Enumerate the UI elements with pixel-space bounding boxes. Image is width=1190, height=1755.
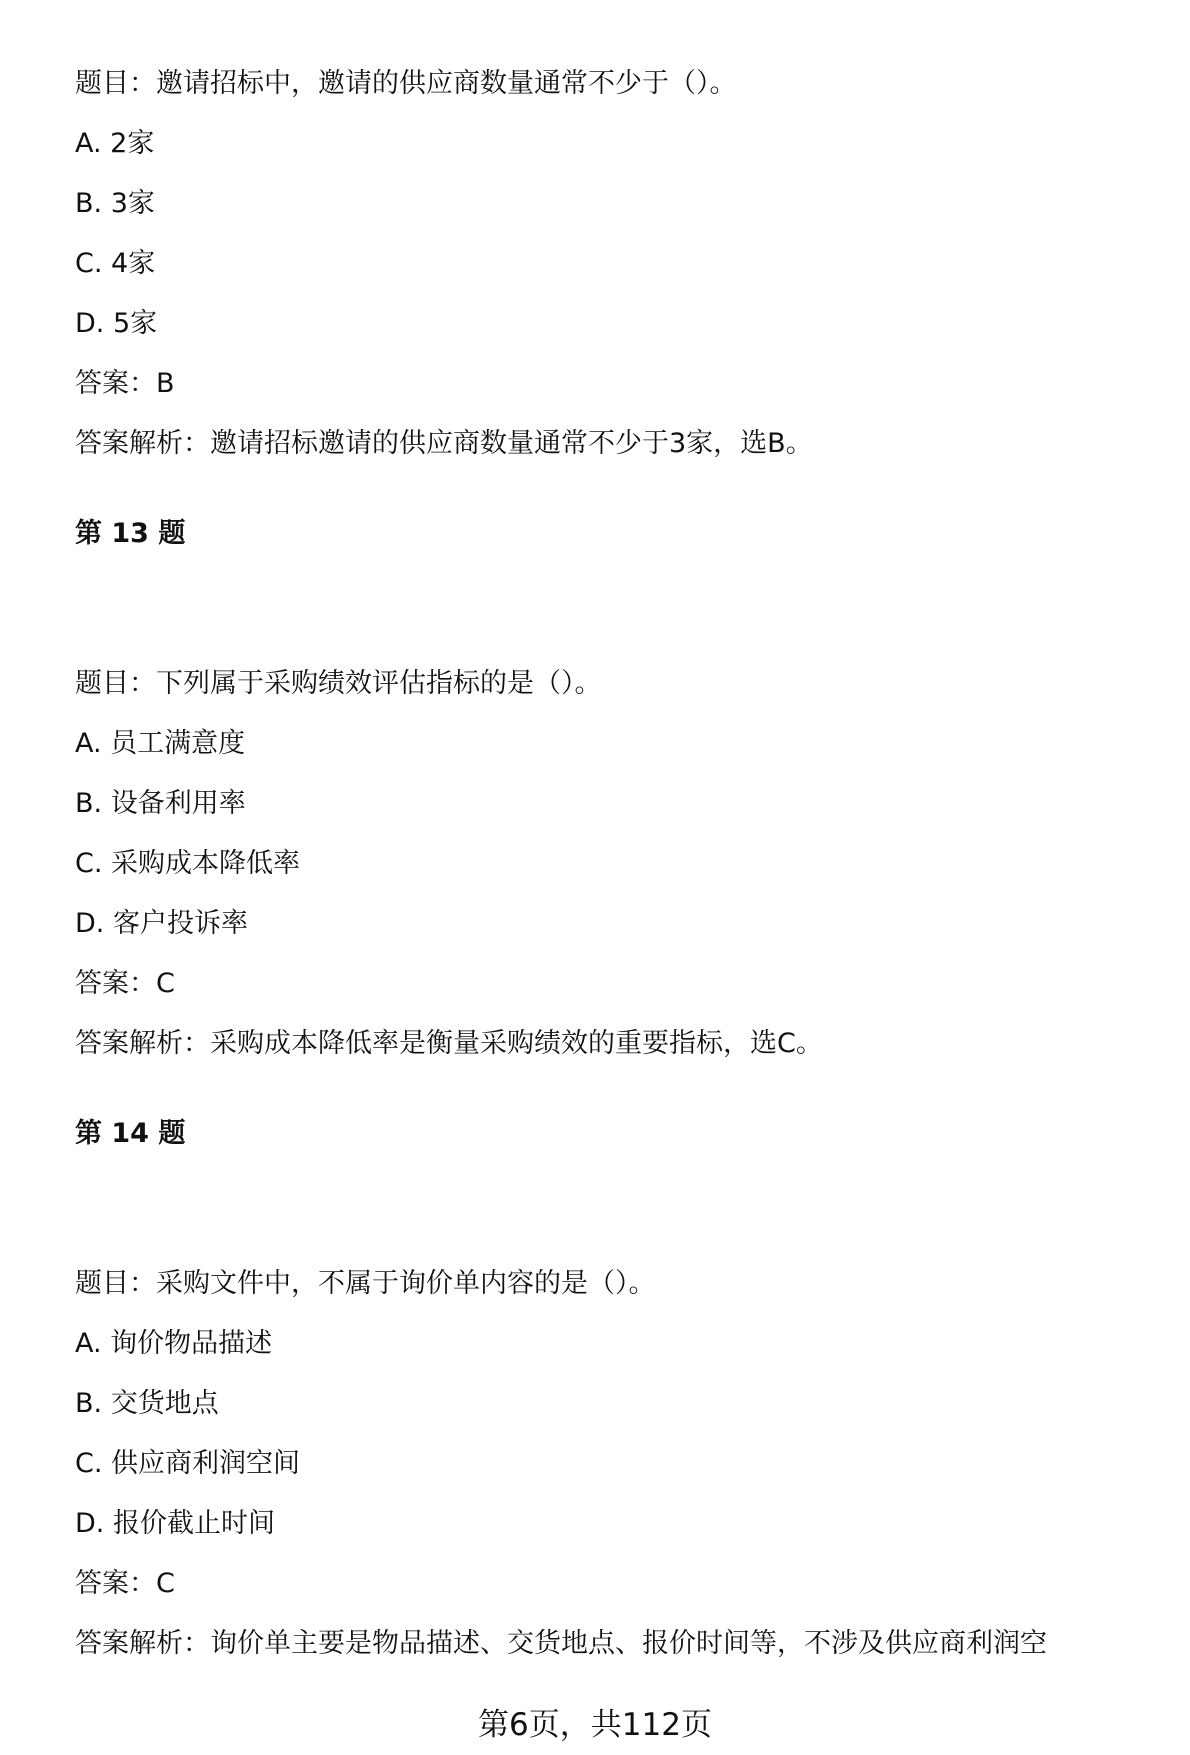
- q14-option-a: A. 询价物品描述: [75, 1328, 273, 1359]
- q14-heading: 第 14 题: [75, 1118, 186, 1149]
- q14-option-d: D. 报价截止时间: [75, 1508, 275, 1539]
- q14-option-b: B. 交货地点: [75, 1388, 219, 1419]
- q13-explanation: 答案解析：采购成本降低率是衡量采购绩效的重要指标，选C。: [75, 1028, 823, 1059]
- q12-option-b: B. 3家: [75, 188, 155, 219]
- q13-question: 题目：下列属于采购绩效评估指标的是（）。: [75, 668, 602, 699]
- q12-option-d: D. 5家: [75, 308, 158, 339]
- q14-explanation: 答案解析：询价单主要是物品描述、交货地点、报价时间等，不涉及供应商利润空: [75, 1628, 1047, 1659]
- q12-answer: 答案：B: [75, 368, 175, 399]
- q14-answer: 答案：C: [75, 1568, 175, 1599]
- q12-option-c: C. 4家: [75, 248, 156, 279]
- q14-option-c: C. 供应商利润空间: [75, 1448, 301, 1479]
- q14-question: 题目：采购文件中，不属于询价单内容的是（）。: [75, 1268, 656, 1299]
- page-number-footer: 第6页，共112页: [478, 1707, 712, 1743]
- q13-option-b: B. 设备利用率: [75, 788, 246, 819]
- q12-question: 题目：邀请招标中，邀请的供应商数量通常不少于（）。: [75, 68, 737, 99]
- q13-answer: 答案：C: [75, 968, 175, 999]
- q13-option-d: D. 客户投诉率: [75, 908, 248, 939]
- q12-explanation: 答案解析：邀请招标邀请的供应商数量通常不少于3家，选B。: [75, 428, 813, 459]
- q13-option-a: A. 员工满意度: [75, 728, 246, 759]
- q13-heading: 第 13 题: [75, 518, 186, 549]
- q12-option-a: A. 2家: [75, 128, 155, 159]
- q13-option-c: C. 采购成本降低率: [75, 848, 301, 879]
